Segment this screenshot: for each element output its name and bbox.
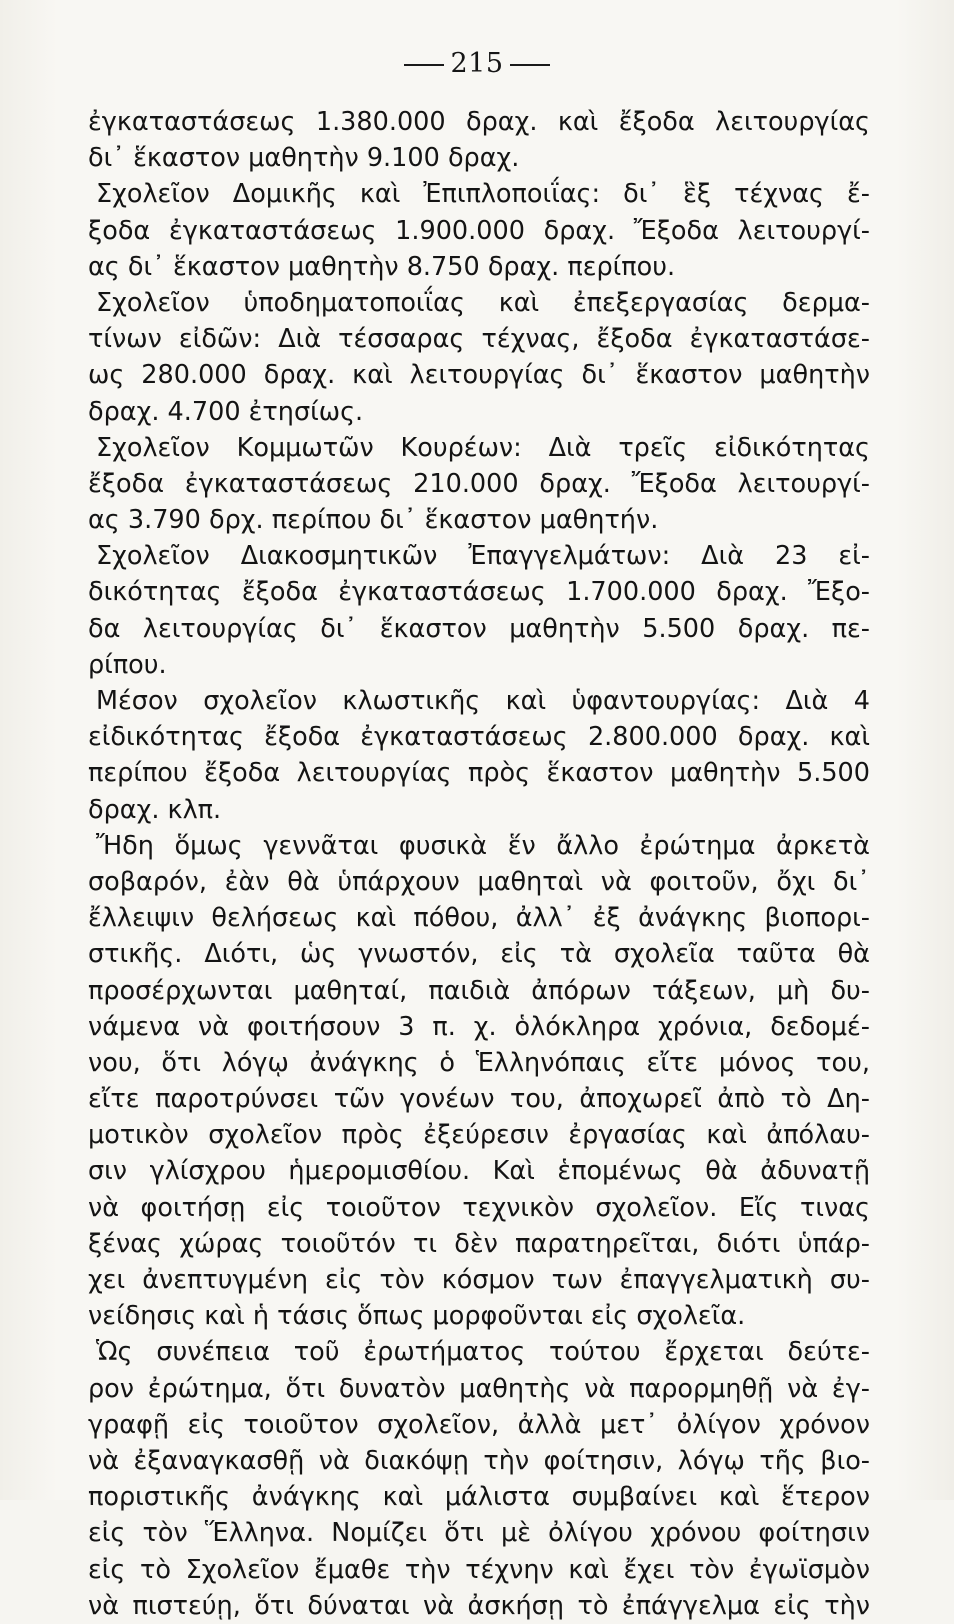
text-line: Μέσον σχολεῖον κλωστικῆς καὶ ὑφαντουργίας: Διὰ 4 [96,686,870,716]
text-line: χει ἀνεπτυγμένη εἰς τὸν κόσμον των ἐπαγγελματικὴ συ- [88,1265,870,1295]
text-line: εἴτε παροτρύνσει τῶν γονέων του, ἀποχωρεῖ ἀπὸ τὸ Δη- [88,1084,870,1115]
text-line: στικῆς. Διότι, ὡς γνωστόν, εἰς τὰ σχολεῖα ταῦτα θὰ [88,939,870,970]
text-line: ρον ἐρώτημα, ὅτι δυνατὸν μαθητὴς νὰ παρορμηθῇ νὰ ἐγ- [88,1373,870,1404]
text-line: εἰδικότητας ἔξοδα ἐγκαταστάσεως 2.800.000 δραχ. καὶ [88,722,870,753]
text-line: προσέρχωνται μαθηταί, παιδιὰ ἀπόρων τάξεων, μὴ δυ- [88,975,870,1006]
text-line: ἔξοδα ἐγκαταστάσεως 210.000 δραχ. Ἔξοδα λειτουργί- [88,468,870,499]
left-dash [404,64,444,66]
text-line: Σχολεῖον Δομικῆς καὶ Ἐπιπλοποιΐας: δι᾽ ἓξ τέχνας ἔ- [96,179,870,210]
text-line: γραφῇ εἰς τοιοῦτον σχολεῖον, ἀλλὰ μετ᾽ ὀλίγον χρόνον [88,1409,870,1440]
page-number [0,48,954,79]
text-line: νου, ὅτι λόγῳ ἀνάγκης ὁ Ἑλληνόπαις εἴτε μόνος του, [88,1047,870,1078]
text-line: νὰ πιστεύῃ, ὅτι δύναται νὰ ἀσκήσῃ τὸ ἐπάγγελμα εἰς τὴν [88,1590,870,1621]
text-line: νὰ φοιτήσῃ εἰς τοιοῦτον τεχνικὸν σχολεῖον. Εἴς τινας [88,1192,870,1223]
text-line: νείδησις καὶ ἡ τάσις ὅπως μορφοῦνται εἰς σχολεῖα. [88,1301,746,1332]
page-number-text: 215 [450,48,504,79]
text-line: μοτικὸν σχολεῖον πρὸς ἐξεύρεσιν ἐργασίας καὶ ἀπόλαυ- [88,1120,870,1151]
text-line: ας δι᾽ ἕκαστον μαθητὴν 8.750 δραχ. περίπου. [88,251,676,282]
text-line: Ἤδη ὅμως γεννᾶται φυσικὰ ἕν ἄλλο ἐρώτημα ἀρκετὰ [96,830,870,861]
text-line: Ὡς συνέπεια τοῦ ἐρωτήματος τούτου ἔρχεται δεύτε- [96,1337,870,1368]
text-line: σιν γλίσχρου ἡμερομισθίου. Καὶ ἑπομένως θὰ ἀδυνατῇ [88,1156,870,1187]
text-line: σοβαρόν, ἐὰν θὰ ὑπάρχουν μαθηταὶ νὰ φοιτοῦν, ὄχι δι᾽ [88,866,870,897]
text-line: Σχολεῖον Διακοσμητικῶν Ἐπαγγελμάτων: Διὰ 23 εἰ- [96,541,870,572]
text-line: ξένας χώρας τοιοῦτόν τι δὲν παρατηρεῖται, διότι ὑπάρ- [88,1228,870,1259]
text-line: Σχολεῖον Κομμωτῶν Κουρέων: Διὰ τρεῖς εἰδικότητας [96,432,870,463]
text-line: νάμενα νὰ φοιτήσουν 3 π. χ. ὁλόκληρα χρόνια, δεδομέ- [88,1011,870,1042]
text-line: δραχ. κλπ. [88,794,222,825]
text-line: δι᾽ ἕκαστον μαθητὴν 9.100 δραχ. [88,143,520,174]
text-line: εἰς τὸ Σχολεῖον ἔμαθε τὴν τέχνην καὶ ἔχει τὸν ἐγωϊσμὸν [88,1554,870,1585]
text-line: περίπου ἔξοδα λειτουργίας πρὸς ἕκαστον μαθητὴν 5.500 [88,758,870,789]
text-line: ποριστικῆς ἀνάγκης καὶ μάλιστα συμβαίνει καὶ ἕτερον [88,1482,870,1513]
text-line: τίνων εἰδῶν: Διὰ τέσσαρας τέχνας, ἔξοδα ἐγκαταστάσε- [88,324,870,355]
text-line: δραχ. 4.700 ἐτησίως. [88,396,364,427]
text-line: ας 3.790 δρχ. περίπου δι᾽ ἕκαστον μαθητήν. [88,505,659,536]
text-line: ἐγκαταστάσεως 1.380.000 δραχ. καὶ ἔξοδα λειτουργίας [88,107,870,137]
text-line: εἰς τὸν Ἕλληνα. Νομίζει ὅτι μὲ ὀλίγου χρόνου φοίτησιν [88,1518,870,1549]
right-dash [510,64,550,66]
text-line: νὰ ἐξαναγκασθῇ νὰ διακόψῃ τὴν φοίτησιν, λόγῳ τῆς βιο- [88,1445,870,1476]
text-line: ἔλλειψιν θελήσεως καὶ πόθου, ἀλλ᾽ ἐξ ἀνάγκης βιοπορι- [88,903,870,934]
text-line: Σχολεῖον ὑποδηματοποιΐας καὶ ἐπεξεργασίας δερμα- [96,287,870,318]
body-text [88,104,870,1624]
text-line: δικότητας ἔξοδα ἐγκαταστάσεως 1.700.000 δραχ. Ἔξο- [88,577,870,608]
text-line: ρίπου. [88,649,167,680]
text-line: ξοδα ἐγκαταστάσεως 1.900.000 δραχ. Ἔξοδα λειτουργί- [88,215,870,246]
text-line: δα λειτουργίας δι᾽ ἕκαστον μαθητὴν 5.500 δραχ. πε- [88,613,870,644]
text-line: ως 280.000 δραχ. καὶ λειτουργίας δι᾽ ἕκαστον μαθητὴν [88,360,870,391]
